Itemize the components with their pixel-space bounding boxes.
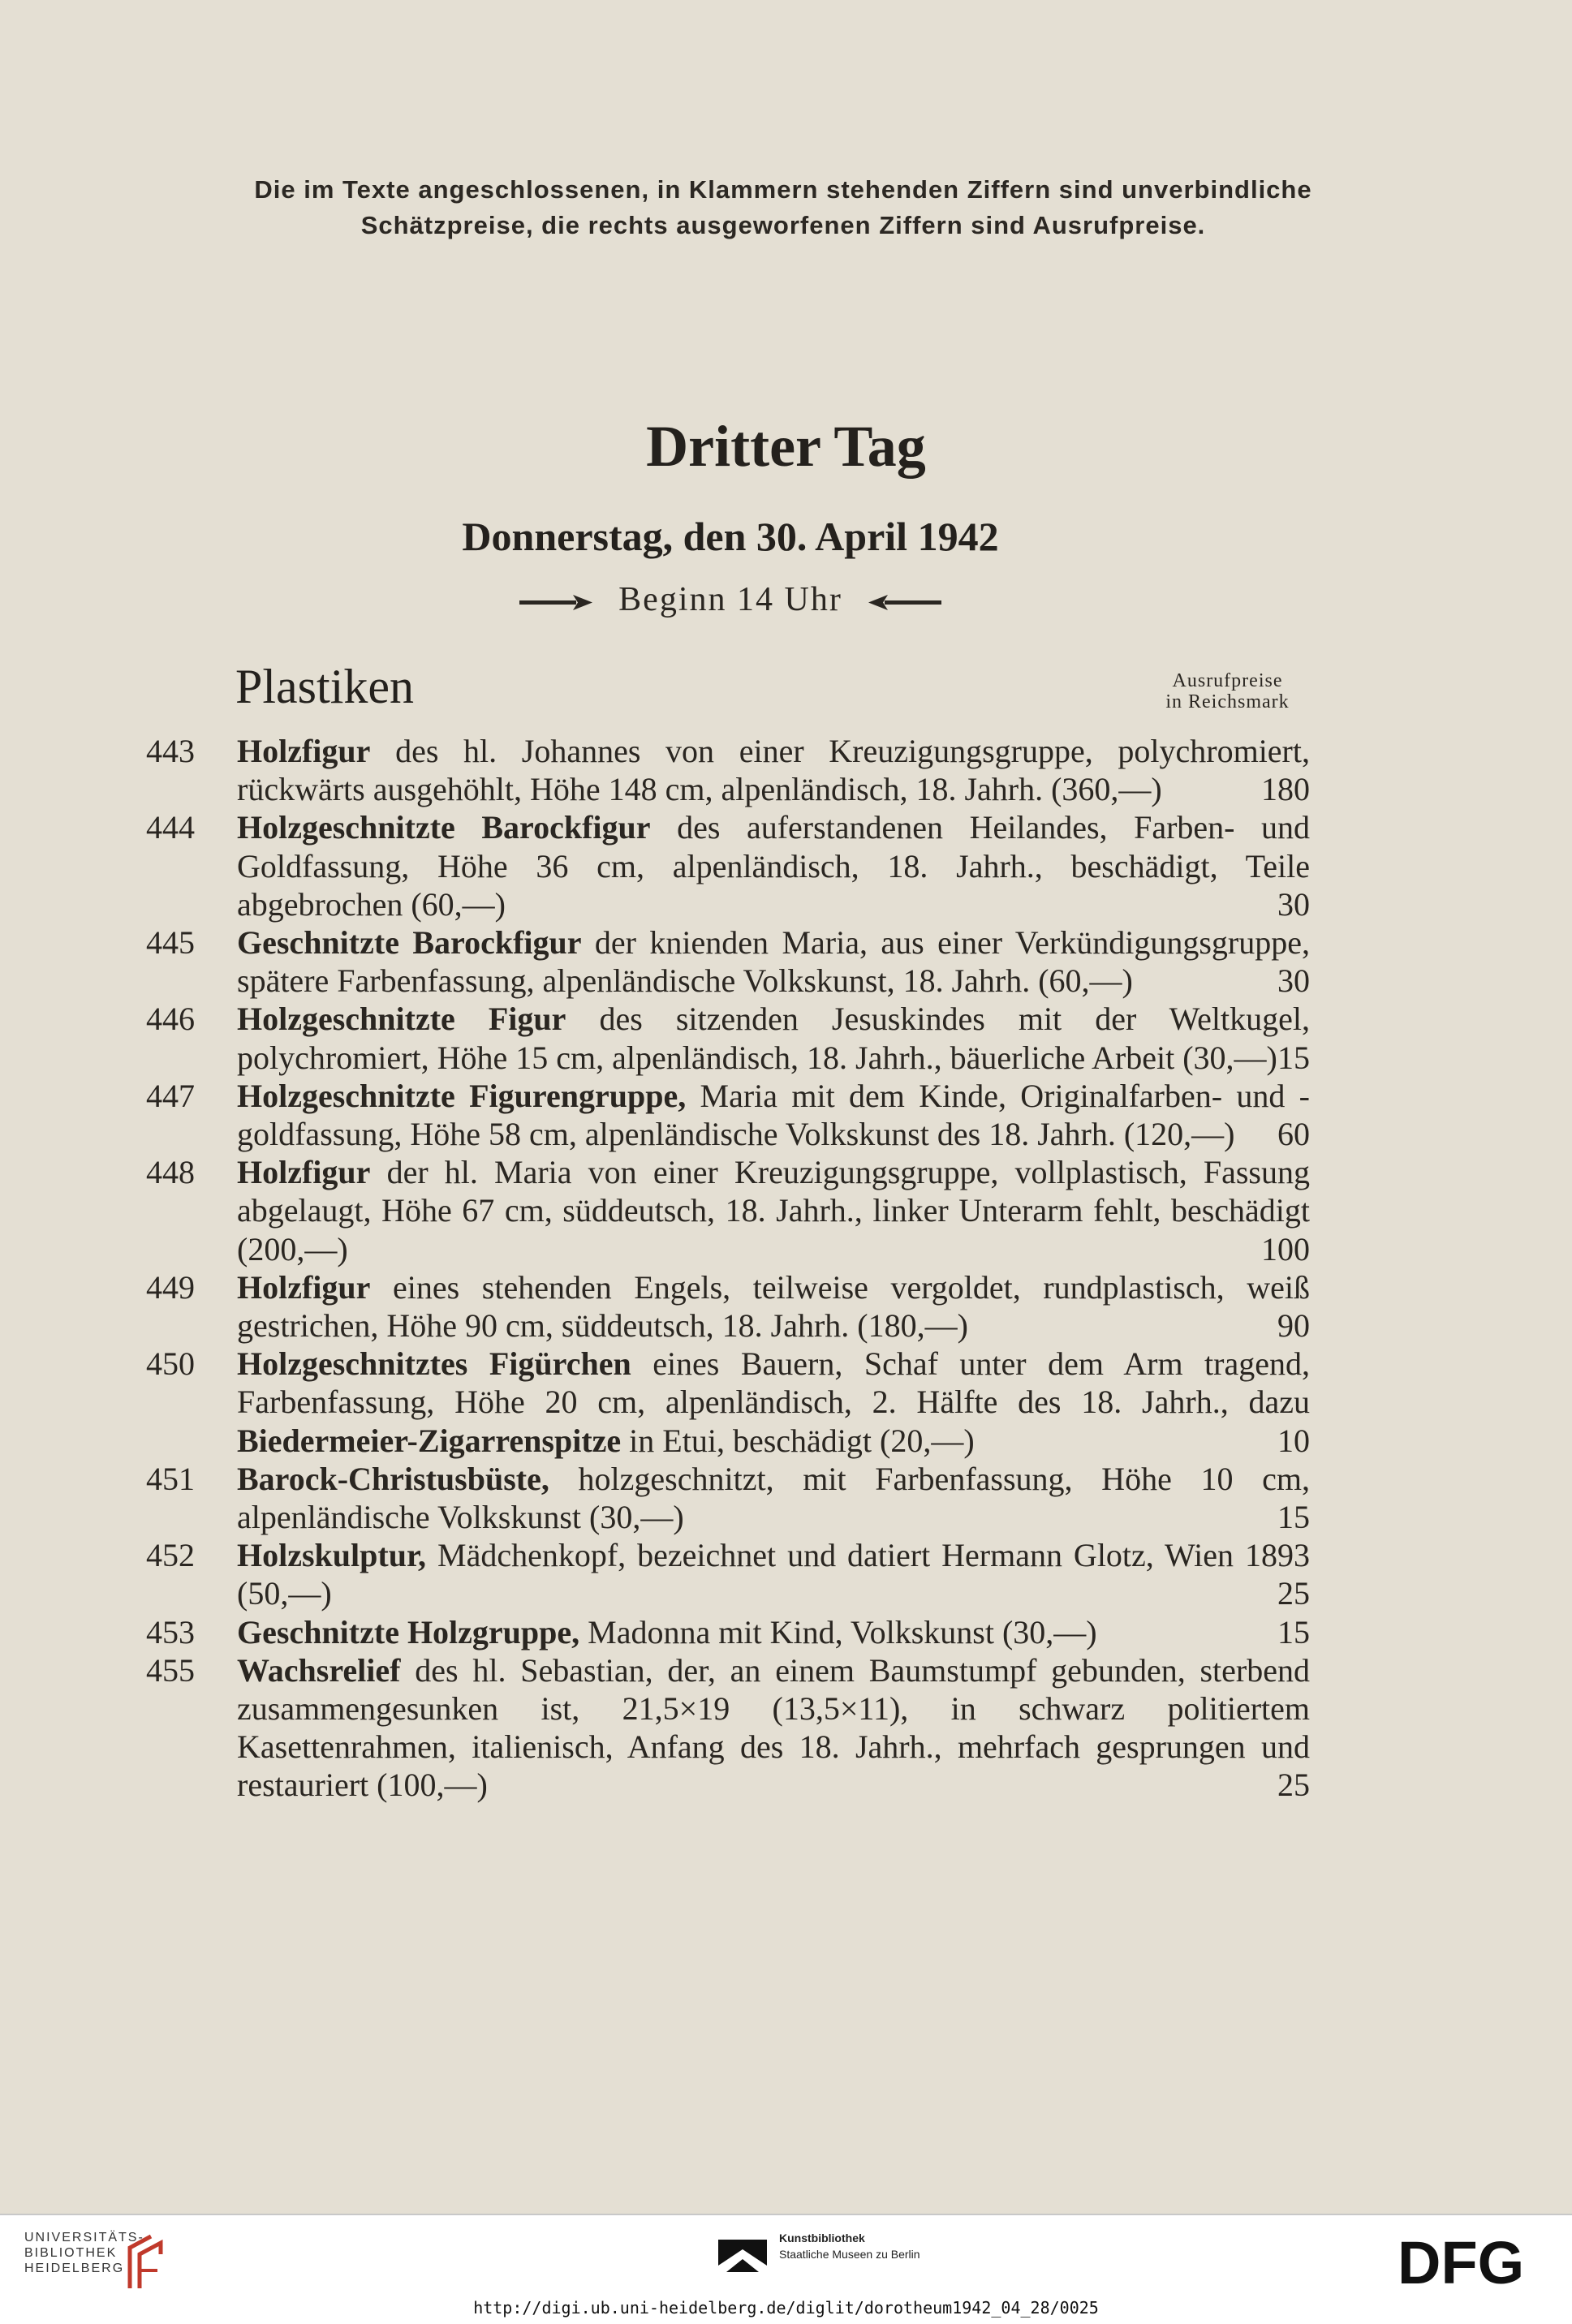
entry-starting-price: 15 [1277, 1613, 1310, 1650]
left-arrow-icon [868, 594, 941, 610]
entry-title: Geschnitzte Barockfigur [237, 924, 582, 962]
catalogue-entry [0, 923, 1572, 1000]
dfg-logo-text: DFG [1398, 2238, 1525, 2287]
entry-text: des hl. Sebastian, der, an einem Baumstumpf gebunden, sterbend zusammengesunken ist, 21,5×19 (13,5×11), in schwarz politiertem Kasettenrahmen, italienisch, Anfang des 18. Jahrh., mehrfach gesprungen und restauriert (100,—) [237, 1651, 1310, 1804]
day-title: Dritter Tag [646, 414, 926, 479]
entry-description [237, 1268, 1310, 1345]
entry-text: eines stehenden Engels, teilweise vergoldet, rundplastisch, weiß gestrichen, Höhe 90 cm, süddeutsch, 18. Jahrh. (180,—) [237, 1268, 1310, 1345]
entry-title: Wachsrelief [237, 1651, 401, 1689]
catalogue-entry [0, 1536, 1572, 1612]
entry-title: Geschnitzte Holzgruppe, [237, 1613, 580, 1650]
catalogue-entry [0, 732, 1572, 808]
entry-text: Maria mit dem Kinde, Originalfarben- und -goldfassung, Höhe 58 cm, alpenländische Volkskunst des 18. Jahrh. (120,—) [237, 1077, 1310, 1153]
uni-logo-line-3: HEIDELBERG [24, 2262, 125, 2275]
entry-number: 449 [146, 1268, 195, 1306]
kunstbibliothek-credit [779, 2230, 920, 2262]
catalogue-entry [0, 1345, 1572, 1460]
entry-title: Holzskulptur, [237, 1537, 427, 1574]
entry-secondary-title: Biedermeier-Zigarrenspitze [237, 1422, 622, 1459]
price-column-header [1136, 670, 1319, 712]
entry-text: des sitzenden Jesuskindes mit der Weltkugel, polychromiert, Höhe 15 cm, alpenländisch, 18. Jahrh., bäuerliche Arbeit (30,—) [237, 1001, 1311, 1076]
entry-starting-price: 30 [1277, 962, 1310, 1000]
entry-title: Holzfigur [237, 1154, 371, 1191]
entry-title: Holzfigur [237, 733, 371, 769]
entry-text: der hl. Maria von einer Kreuzigungsgruppe, vollplastisch, Fassung abgelaugt, Höhe 67 cm, süddeutsch, 18. Jahrh., linker Unterarm fehlt, beschädigt (200,—) [237, 1154, 1310, 1267]
entry-number: 450 [146, 1345, 195, 1383]
entry-title: Holzfigur [237, 1268, 371, 1306]
intro-note-line-1: Die im Texte angeschlossenen, in Klammern stehenden Ziffern sind unverbindliche [254, 175, 1312, 204]
entry-description [237, 1345, 1310, 1460]
entry-starting-price: 100 [1261, 1230, 1310, 1267]
entry-secondary-text: in Etui, beschädigt (20,—) [629, 1422, 975, 1459]
entry-description [237, 1077, 1310, 1153]
entry-title: Holzgeschnitzte Figurengruppe, [237, 1077, 687, 1114]
entry-number: 446 [146, 1001, 195, 1038]
entry-starting-price: 25 [1277, 1767, 1310, 1804]
catalogue-entry [0, 1153, 1572, 1268]
uni-logo-line-1: UNIVERSITÄTS- [24, 2231, 144, 2244]
entry-text: des hl. Johannes von einer Kreuzigungsgruppe, polychromiert, rückwärts ausgehöhlt, Höhe 148 cm, alpenländisch, 18. Jahrh. (360,—) [237, 733, 1310, 808]
entry-starting-price: 15 [1277, 1499, 1310, 1536]
catalogue-entry [0, 1613, 1572, 1651]
kunstbibliothek-logo-icon [718, 2233, 767, 2286]
section-title: Plastiken [235, 660, 414, 713]
catalogue-entry [0, 808, 1572, 923]
entry-number: 452 [146, 1537, 195, 1574]
entry-description [237, 1536, 1310, 1612]
entry-starting-price: 180 [1261, 771, 1310, 808]
footer-divider [0, 2214, 1572, 2215]
catalogue-entries [0, 732, 1572, 1805]
uni-logo-line-2: BIBLIOTHEK [24, 2246, 118, 2260]
entry-number: 444 [146, 809, 195, 846]
entry-title: Holzgeschnitzte Figur [237, 1001, 566, 1038]
catalogue-entry [0, 1268, 1572, 1345]
entry-starting-price: 25 [1277, 1575, 1310, 1612]
entry-starting-price: 60 [1277, 1116, 1310, 1153]
catalogue-entry [0, 1000, 1572, 1076]
entry-number: 455 [146, 1651, 195, 1689]
entry-description [237, 808, 1310, 923]
catalogue-entry [0, 1077, 1572, 1153]
date-heading: Donnerstag, den 30. April 1942 [462, 514, 999, 559]
entry-text: des auferstandenen Heilandes, Farben- und Goldfassung, Höhe 36 cm, alpenländisch, 18. Jahrh., beschädigt, Teile abgebrochen (60,—) [237, 809, 1311, 923]
right-arrow-icon [519, 594, 592, 610]
entry-description [237, 1460, 1310, 1536]
heidelberg-mark-icon [122, 2230, 187, 2299]
entry-number: 443 [146, 733, 195, 769]
entry-starting-price: 15 [1277, 1039, 1310, 1076]
entry-description [237, 732, 1310, 808]
entry-title: Barock-Christusbüste, [237, 1460, 549, 1497]
entry-description [237, 1651, 1310, 1805]
entry-starting-price: 90 [1277, 1307, 1310, 1345]
price-header-line-2: in Reichsmark [1165, 691, 1290, 712]
entry-description [237, 1153, 1310, 1268]
price-header-line-1: Ausrufpreise [1172, 670, 1283, 691]
entry-number: 451 [146, 1460, 195, 1497]
permalink-url[interactable]: http://digi.ub.uni-heidelberg.de/diglit/dorotheum1942_04_28/0025 [473, 2298, 1099, 2318]
entry-text: holzgeschnitzt, mit Farbenfassung, Höhe 10 cm, alpenländische Volkskunst (30,—) [237, 1460, 1311, 1536]
catalogue-entry [0, 1651, 1572, 1805]
entry-title: Holzgeschnitztes Figürchen [237, 1345, 631, 1383]
begin-time-line [0, 578, 1461, 622]
intro-note-line-2: Schätzpreise, die rechts ausgeworfenen Ziffern sind Ausrufpreise. [360, 211, 1206, 239]
begin-time-text: Beginn 14 Uhr [618, 581, 842, 618]
entry-title: Holzgeschnitzte Barockfigur [237, 809, 651, 846]
entry-number: 453 [146, 1613, 195, 1650]
entry-starting-price: 30 [1277, 885, 1310, 923]
intro-note [122, 172, 1445, 243]
entry-starting-price: 10 [1277, 1422, 1310, 1459]
entry-description [237, 1613, 1310, 1651]
entry-description [237, 1000, 1310, 1076]
catalogue-entry [0, 1460, 1572, 1536]
kunstbibliothek-name: Kunstbibliothek [779, 2231, 865, 2244]
kunstbibliothek-subtitle: Staatliche Museen zu Berlin [779, 2248, 920, 2261]
entry-text: eines Bauern, Schaf unter dem Arm tragend, Farbenfassung, Höhe 20 cm, alpenländisch, 2. Hälfte des 18. Jahrh., dazu [237, 1345, 1310, 1421]
entry-text: der knienden Maria, aus einer Verkündigungsgruppe, spätere Farbenfassung, alpenländische Volkskunst, 18. Jahrh. (60,—) [237, 924, 1310, 1000]
entry-description [237, 923, 1310, 1000]
entry-number: 445 [146, 924, 195, 962]
dfg-logo [1398, 2238, 1552, 2291]
entry-number: 447 [146, 1077, 195, 1114]
entry-text: Mädchenkopf, bezeichnet und datiert Hermann Glotz, Wien 1893 (50,—) [237, 1537, 1311, 1612]
entry-text: Madonna mit Kind, Volkskunst (30,—) [588, 1613, 1097, 1650]
entry-number: 448 [146, 1154, 195, 1191]
